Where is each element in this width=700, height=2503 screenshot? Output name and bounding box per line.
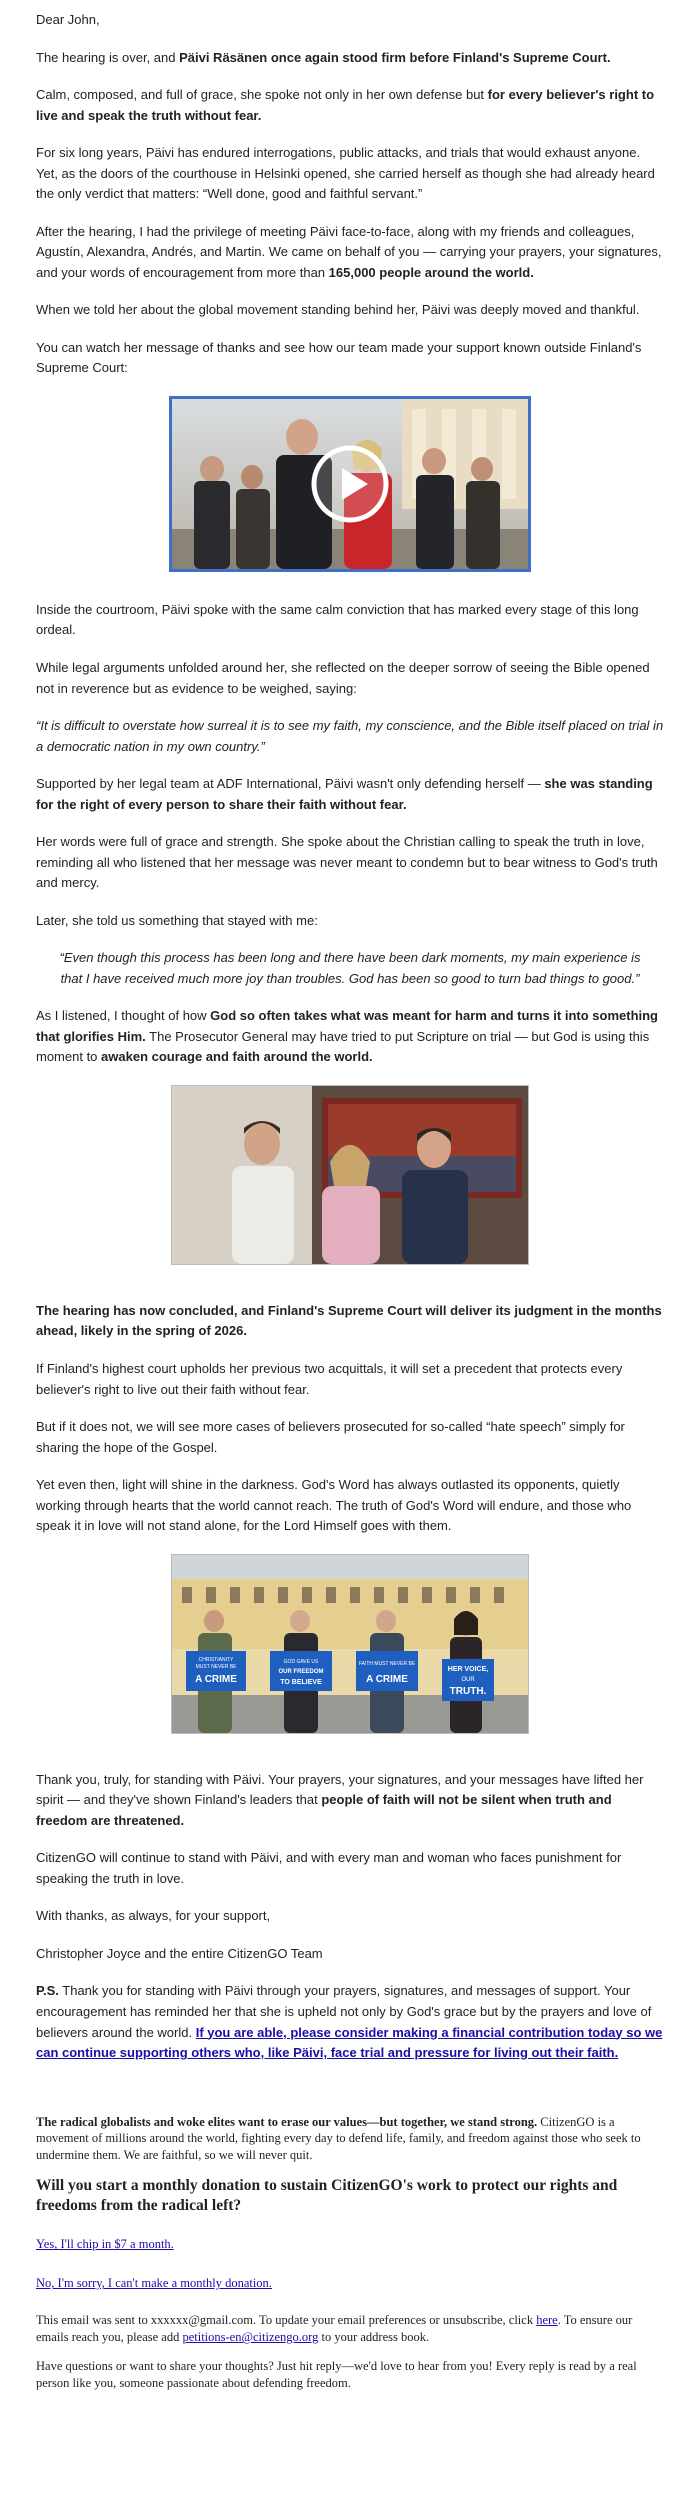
unsubscribe-link[interactable]: here (536, 2313, 558, 2328)
play-icon[interactable] (310, 444, 390, 524)
footer (36, 2114, 664, 2392)
video-thumbnail[interactable] (169, 396, 531, 572)
monthly-no-link[interactable]: No, I'm sorry, I can't make a monthly donation. (36, 2276, 272, 2291)
sign-4-line-2: OUR (461, 1676, 475, 1683)
address-book-email-link[interactable]: petitions-en@citizengo.org (182, 2330, 319, 2345)
postscript: P.S. Thank you for standing with Päivi through your prayers, signatures, and messages of support. Your encouragement has reminded her that she is upheld not only by God's grace but by the prayers and love of believers around the world. If you are able, please consider making a financial contribution today so we can continue supporting others who, like Päivi, face trial and pressure for living out their faith. (36, 1983, 663, 2061)
protest-sign-4 (442, 1659, 494, 1701)
greeting: Dear John, (36, 12, 100, 27)
monthly-donation-heading: Will you start a monthly donation to sustain CitizenGO's work to protect our rights and freedoms from the radical left? (36, 2177, 618, 2215)
paragraph-six-years: For six long years, Päivi has endured interrogations, public attacks, and trials that would exhaust anyone. Yet, as the doors of the courthouse in Helsinki opened, she carried herself as though she had already heard the only verdict that matters: “Well done, good and faithful servant.” (36, 145, 655, 202)
paragraph-hearing-over: The hearing is over, and Päivi Räsänen once again stood firm before Finland's Supreme Court. (36, 49, 611, 65)
paragraph-with-thanks: With thanks, as always, for your support, (36, 1908, 271, 1924)
team-photo (171, 1085, 529, 1265)
paragraph-later-told: Later, she told us something that stayed with me: (36, 912, 318, 928)
paragraph-as-i-listened: As I listened, I thought of how God so often takes what was meant for harm and turns it into something that glorifies Him. The Prosecutor General may have tried to put Scripture on trial — but God is using this moment to awaken courage and faith around the world. (36, 1008, 658, 1065)
sign-2-line-3: TO BELIEVE (280, 1678, 322, 1686)
sign-3-line-1: FAITH MUST NEVER BE (358, 1660, 416, 1667)
team-photo-image (172, 1086, 528, 1264)
sign-1-line-3: A CRIME (195, 1673, 237, 1685)
footer-intro: The radical globalists and woke elites want to erase our values—but together, we stand strong. CitizenGO is a movement of millions around the world, fighting every day to defend life, family, and freedom against those who seek to undermine them. We are faithful, so we will never quit. (36, 2114, 641, 2163)
postscript-label: P.S. (36, 1983, 59, 1999)
paragraph-global-movement: When we told her about the global movement standing behind her, Päivi was deeply moved and thankful. (36, 302, 640, 318)
sign-2-line-2: OUR FREEDOM (278, 1668, 324, 1675)
paragraph-thank-you: Thank you, truly, for standing with Päivi. Your prayers, your signatures, and your messages have lifted her spirit — and they've shown Finland's leaders that people of faith will not be silent when truth and freedom are threatened. (36, 1771, 644, 1828)
footer-sent-to: This email was sent to xxxxxx@gmail.com. To update your email preferences or unsubscribe, click here. To ensure our emails reach you, please add petitions-en@citizengo.org to your address book. (36, 2313, 633, 2345)
paragraph-watch-message: You can watch her message of thanks and see how our team made your support known outside Finland's Supreme Court: (36, 339, 642, 376)
protest-sign-1 (186, 1651, 246, 1691)
sign-3-line-2: A CRIME (366, 1673, 408, 1685)
paragraph-grace-strength: Her words were full of grace and strength. She spoke about the Christian calling to speak the truth in love, reminding all who listened that her message was never meant to condemn but to bear witness to God's truth and mercy. (36, 834, 658, 891)
monthly-yes-link[interactable]: Yes, I'll chip in $7 a month. (36, 2237, 174, 2252)
quote-joy: “Even though this process has been long and there have been dark moments, my main experience is that I have received much more joy than troubles. God has been so good to turn bad things to good.” (59, 950, 641, 986)
paragraph-meeting-paivi: After the hearing, I had the privilege of meeting Päivi face-to-face, along with my friends and colleagues, Agustín, Alexandra, Andrés, and Martin. We came on behalf of you — carrying your prayers, your signatures, and your words of encouragement from more than 165,000 people around the world. (36, 223, 662, 280)
protest-photo-image (172, 1555, 528, 1733)
paragraph-inside-courtroom: Inside the courtroom, Päivi spoke with the same calm conviction that has marked every stage of this long ordeal. (36, 601, 639, 638)
paragraph-legal-arguments: While legal arguments unfolded around her, she reflected on the deeper sorrow of seeing the Bible opened not in reverence but as evidence to be weighed, saying: (36, 659, 650, 696)
paragraph-if-not: But if it does not, we will see more cases of believers prosecuted for so-called “hate speech” simply for sharing the hope of the Gospel. (36, 1419, 625, 1455)
sign-2-line-1: GOD GAVE US (283, 1658, 319, 1665)
paragraph-citizengo-continue: CitizenGO will continue to stand with Päivi, and with every man and woman who faces punishment for speaking the truth in love. (36, 1850, 622, 1886)
paragraph-light-shines: Yet even then, light will shine in the darkness. God's Word has always outlasted its opponents, quietly working through hearts that the world cannot reach. The truth of God's Word will endure, and those who speak it in love will not stand alone, for the Lord Himself goes with them. (36, 1477, 632, 1534)
protest-photo (171, 1554, 529, 1734)
footer-reply: Have questions or want to share your thoughts? Just hit reply—we'd love to hear from you! Every reply is read by a real person like you, someone passionate about defending freedom. (36, 2358, 637, 2390)
sign-1-line-2: MUST NEVER BE (195, 1663, 237, 1670)
paragraph-adf-support: Supported by her legal team at ADF International, Päivi wasn't only defending herself — she was standing for the right of every person to share their faith without fear. (36, 776, 653, 812)
sign-4-line-3: TRUTH. (449, 1685, 487, 1697)
paragraph-calm-composed: Calm, composed, and full of grace, she spoke not only in her own defense but for every believer's right to live and speak the truth without fear. (36, 87, 655, 123)
signature: Christopher Joyce and the entire CitizenGO Team (36, 1945, 323, 1961)
quote-surreal: “It is difficult to overstate how surreal it is to see my faith, my conscience, and the Bible itself placed on trial in a democratic nation in my own country.” (36, 718, 664, 754)
protest-sign-3 (356, 1651, 418, 1691)
paragraph-if-upholds: If Finland's highest court upholds her previous two acquittals, it will set a precedent that protects every believer's right to live out their faith without fear. (36, 1361, 623, 1397)
sign-4-line-1: HER VOICE, (447, 1665, 489, 1673)
sign-1-line-1: CHRISTIANITY (198, 1656, 234, 1663)
donate-link[interactable]: If you are able, please consider making a financial contribution today so we can continue supporting others who, like Päivi, face trial and pressure for living out their faith. (36, 2024, 663, 2061)
protest-sign-2 (270, 1651, 332, 1691)
paragraph-hearing-concluded: The hearing has now concluded, and Finland's Supreme Court will deliver its judgment in the months ahead, likely in the spring of 2026. (36, 1302, 662, 1339)
